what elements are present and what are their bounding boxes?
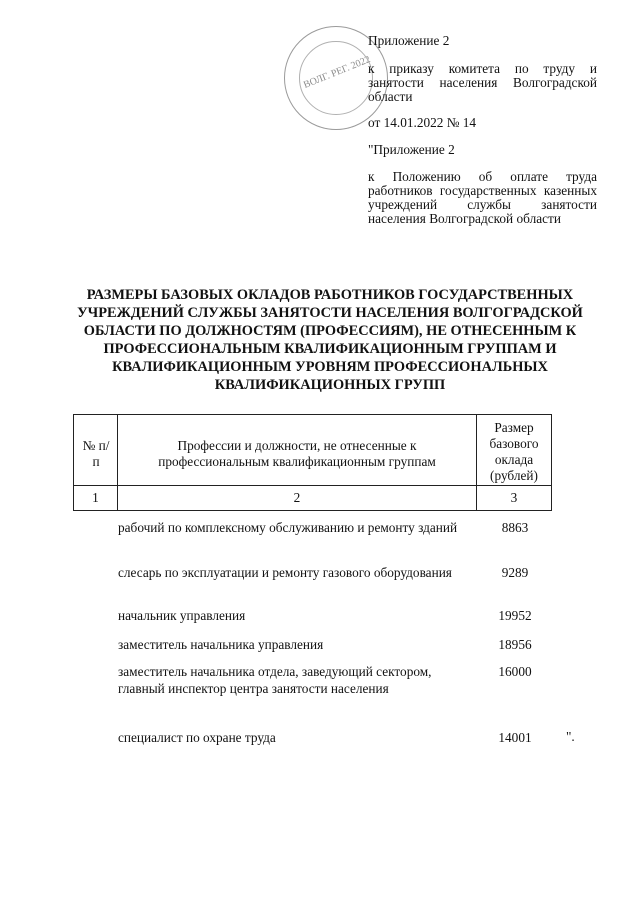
table-row-value: 16000: [498, 664, 532, 679]
table-row-name: рабочий по комплексному обслуживанию и ремонту зданий: [118, 520, 458, 535]
appendix-quoted-label: "Приложение 2: [368, 142, 455, 157]
table-row-name: заместитель начальника управления: [118, 637, 324, 652]
table-row-name: начальник управления: [118, 608, 246, 623]
table-row-value: 8863: [501, 520, 529, 535]
table-border-header: [73, 485, 552, 486]
table-row-value: 18956: [498, 637, 532, 652]
table-row-name: заместитель начальника отдела, заведующий сектором, главный инспектор центра занятости населения: [118, 664, 432, 696]
header-salary: Размер базового оклада (рублей): [489, 420, 539, 483]
table-border-right: [551, 414, 552, 511]
table-row-value: 9289: [501, 565, 529, 580]
col-number-1: 1: [92, 490, 99, 505]
regulation-reference: к Положению об оплате труда работников государственных казенных учреждений службы занятости населения Волгоградской области: [368, 169, 597, 226]
header-name: Профессии и должности, не отнесенные к профессиональным квалификационным группам: [158, 438, 436, 469]
header-num: № п/п: [82, 438, 110, 469]
col-number-3: 3: [510, 490, 518, 505]
col-number-2: 2: [293, 490, 301, 505]
table-row-name: слесарь по эксплуатации и ремонту газового оборудования: [118, 565, 452, 580]
order-reference: к приказу комитета по труду и занятости населения Волгоградской области: [368, 61, 597, 104]
table-row-value: 19952: [498, 608, 532, 623]
table-row-name: специалист по охране труда: [118, 730, 276, 745]
document-title: РАЗМЕРЫ БАЗОВЫХ ОКЛАДОВ РАБОТНИКОВ ГОСУДАРСТВЕННЫХ УЧРЕЖДЕНИЙ СЛУЖБЫ ЗАНЯТОСТИ НАСЕЛЕНИЯ ВОЛГОГРАДСКОЙ ОБЛАСТИ ПО ДОЛЖНОСТЯМ (ПРОФЕССИЯМ), НЕ ОТНЕСЕННЫМ К ПРОФЕССИОНАЛЬНЫМ КВАЛИФИКАЦИОННЫМ ГРУППАМ И КВАЛИФИКАЦИОННЫМ УРОВНЯМ ПРОФЕССИОНАЛЬНЫХ КВАЛИФИКАЦИОННЫХ ГРУПП: [77, 287, 583, 393]
appendix-label: Приложение 2: [368, 33, 450, 48]
stamp-text: ВОЛГ. РЕГ. 2022: [301, 54, 373, 91]
closing-quote-mark: ".: [566, 729, 575, 744]
order-date: от 14.01.2022 № 14: [368, 115, 477, 130]
table-row-value: 14001: [498, 730, 532, 745]
table-border-numbers: [73, 510, 552, 511]
table-border-top: [73, 414, 552, 415]
